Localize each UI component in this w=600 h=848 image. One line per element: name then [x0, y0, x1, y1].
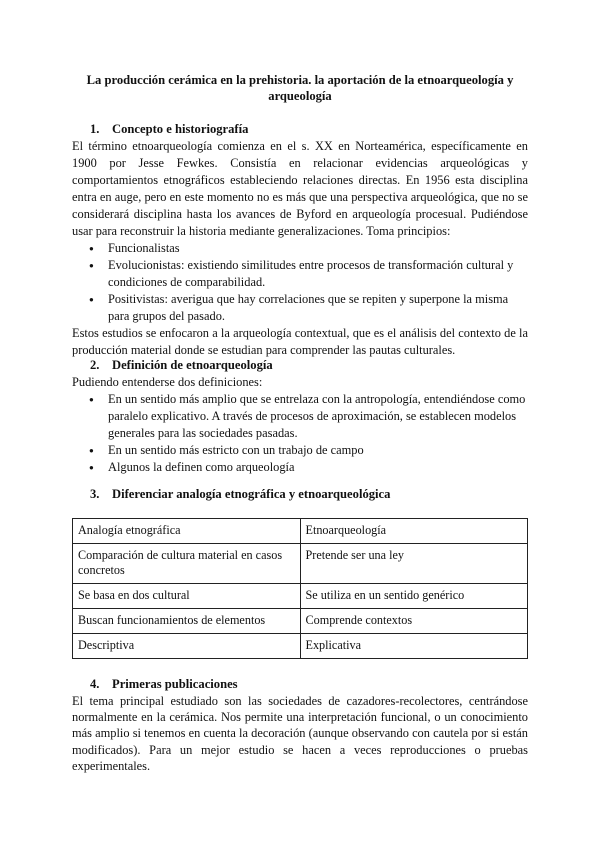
table-cell: Pretende ser una ley [300, 544, 528, 584]
table-row [73, 634, 528, 659]
section-heading [72, 357, 528, 374]
section-title: Diferenciar analogía etnográfica y etnoarqueológica [112, 487, 391, 501]
section-1 [72, 121, 528, 359]
table-cell: Explicativa [300, 634, 528, 659]
table-row [73, 519, 528, 544]
paragraph: Pudiendo entenderse dos definiciones: [72, 375, 263, 389]
document-title: La producción cerámica en la prehistoria. la aportación de la etnoarqueología y arqueología [86, 73, 514, 103]
section-4 [72, 676, 528, 774]
section-3 [72, 486, 528, 503]
comparison-table [72, 518, 528, 659]
section-heading [72, 486, 528, 503]
table-cell: Etnoarqueología [300, 519, 528, 544]
list-item: ● Algunos la definen como arqueología [72, 459, 528, 476]
table-cell: Buscan funcionamientos de elementos [73, 609, 301, 634]
bullet-list [72, 391, 528, 476]
bullet-list [72, 240, 528, 325]
section-number: 3. [90, 487, 100, 501]
paragraph: El tema principal estudiado son las sociedades de cazadores-recolectores, centrándose normalmente en la cerámica. Nos permite una interpretación funcional, o un conocimiento más amplio si tenemos en cuenta la decoración (aunque observando con cautela por si están modificados). Para un mejor estudio se hacen a veces reproducciones o pruebas experimentales. [72, 694, 528, 773]
table-cell: Descriptiva [73, 634, 301, 659]
table-cell: Comprende contextos [300, 609, 528, 634]
section-heading [72, 121, 528, 138]
section-title: Definición de etnoarqueología [112, 358, 273, 372]
list-item: ● En un sentido más amplio que se entrelaza con la antropología, entendiéndose como paralelo explicativo. A través de procesos de aproximación, se establecen modelos generales para las sociedades pasadas. [72, 391, 528, 442]
section-number: 2. [90, 358, 100, 372]
table-cell: Analogía etnográfica [73, 519, 301, 544]
list-item: ● Funcionalistas [72, 240, 528, 257]
table-row [73, 544, 528, 584]
section-2 [72, 357, 528, 476]
section-number: 1. [90, 122, 100, 136]
paragraph: El término etnoarqueología comienza en el s. XX en Norteamérica, específicamente en 1900 por Jesse Fewkes. Consistía en relacionar evidencias arqueológicas y comportamientos etnográficos estableciendo relaciones directas. En 1956 esta disciplina entra en auge, pero en este momento no es más que una perspectiva arqueológica, que no se considerará disciplina hasta los avances de Byford en arqueología procesual. Pudiéndose usar para reconstruir la historia mediante generalizaciones. Toma principios: [72, 139, 528, 238]
section-title: Concepto e historiografía [112, 122, 249, 136]
table-row [73, 609, 528, 634]
section-heading [72, 676, 528, 693]
paragraph: Estos estudios se enfocaron a la arqueología contextual, que es el análisis del contexto de la producción material donde se estudian para comprender las pautas culturales. [72, 326, 528, 357]
table-cell: Se utiliza en un sentido genérico [300, 584, 528, 609]
list-item: ● En un sentido más estricto con un trabajo de campo [72, 442, 528, 459]
section-title: Primeras publicaciones [112, 677, 238, 691]
list-item: ● Positivistas: averigua que hay correlaciones que se repiten y superpone la misma para grupos del pasado. [72, 291, 528, 325]
table-cell: Se basa en dos cultural [73, 584, 301, 609]
section-number: 4. [90, 677, 100, 691]
table-row [73, 584, 528, 609]
list-item: ● Evolucionistas: existiendo similitudes entre procesos de transformación cultural y condiciones de comparabilidad. [72, 257, 528, 291]
table-cell: Comparación de cultura material en casos concretos [73, 544, 301, 584]
